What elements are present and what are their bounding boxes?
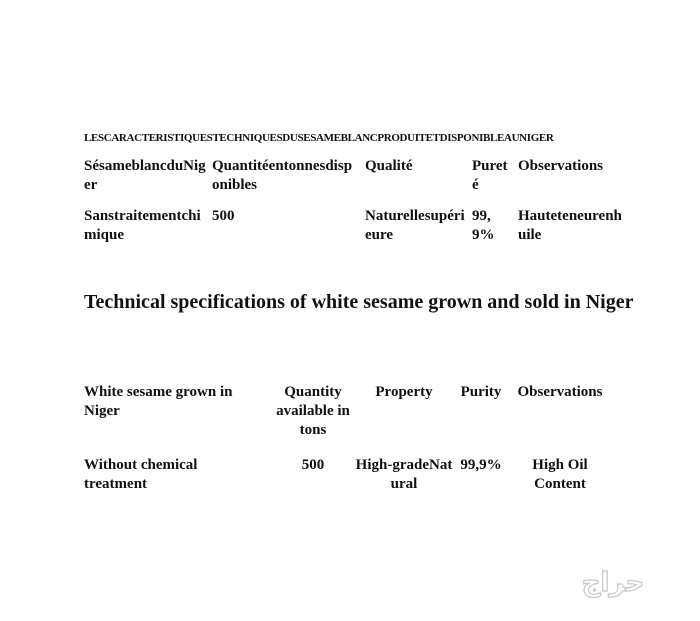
haraj-watermark-logo	[548, 565, 678, 599]
en-header-quantity: Quantity available in tons	[276, 384, 350, 438]
fr-cell-quality: Naturellesupérieure	[365, 208, 465, 243]
en-cell-observations: High Oil Content	[532, 457, 588, 492]
french-heading: LESCARACTERISTIQUESTECHNIQUESDUSESAMEBLANCPRODUITETDISPONIBLEAUNIGER	[84, 132, 554, 144]
fr-header-quantity: Quantitéentonnesdisponibles	[212, 158, 353, 193]
fr-header-purity: Pureté	[472, 158, 508, 193]
en-cell-quantity: 500	[301, 457, 325, 473]
en-header-purity: Purity	[460, 384, 502, 400]
watermark-text: حراج	[581, 568, 645, 598]
en-cell-purity: 99,9%	[460, 457, 502, 473]
en-header-property: Property	[375, 384, 433, 400]
en-header-observations: Observations	[517, 384, 603, 400]
fr-cell-quantity: 500	[212, 208, 235, 224]
en-header-product: White sesame grown in Niger	[84, 384, 233, 419]
fr-header-product: SésameblancduNiger	[84, 158, 206, 193]
fr-header-observations: Observations	[518, 158, 604, 174]
fr-cell-observations: Hauteteneurenhuile	[518, 208, 622, 243]
fr-cell-purity: 99,9%	[472, 208, 495, 243]
fr-cell-product: Sanstraitementchimique	[84, 208, 201, 243]
en-cell-product: Without chemical treatment	[84, 457, 198, 492]
english-title: Technical specifications of white sesame grown and sold in Niger	[84, 291, 634, 313]
en-cell-property: High-gradeNatural	[355, 457, 453, 492]
fr-header-quality: Qualité	[365, 158, 413, 174]
